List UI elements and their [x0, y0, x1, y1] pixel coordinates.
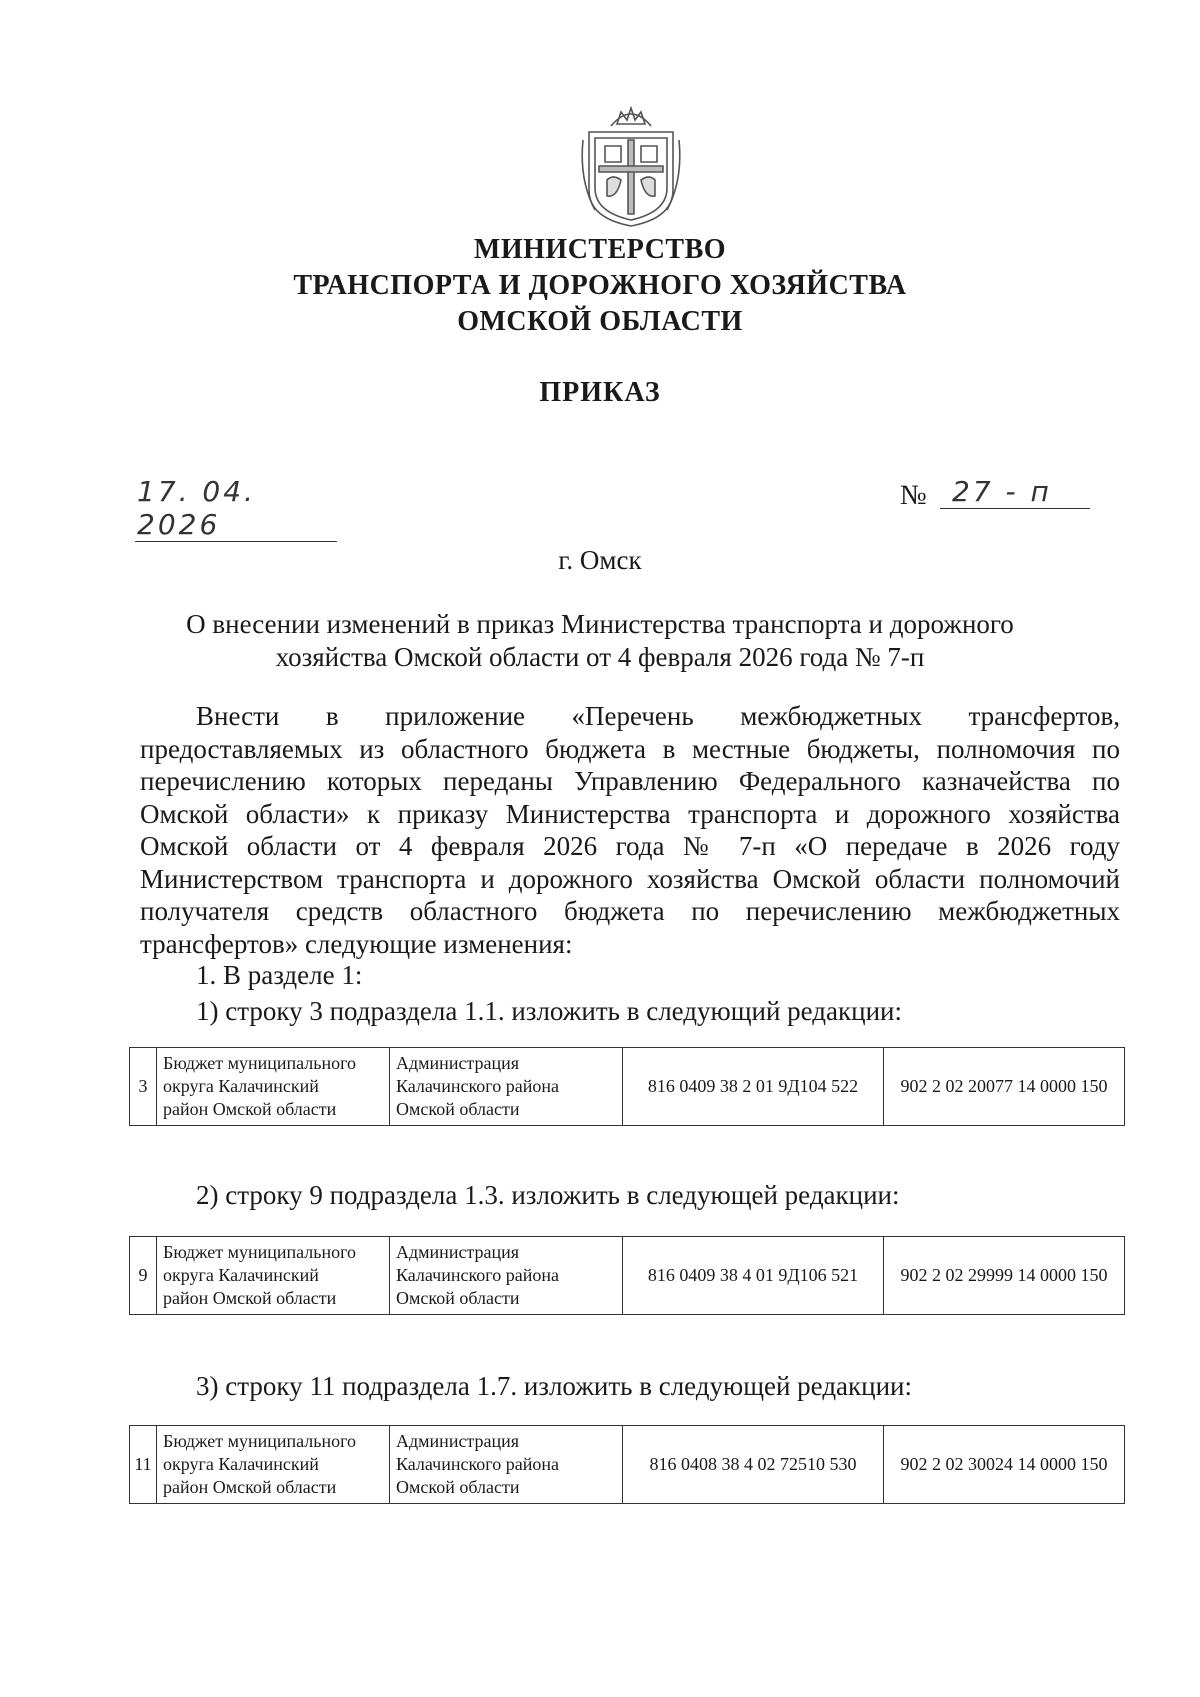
admin-line: Омской области	[396, 1288, 520, 1308]
budget-line: Бюджет муниципального	[163, 1242, 357, 1262]
row-table-1	[129, 1047, 1125, 1126]
budget-line: район Омской области	[163, 1099, 337, 1119]
budget-cell	[157, 1237, 390, 1315]
order-date: 17. 04. 2026	[135, 475, 337, 542]
admin-line: Омской области	[396, 1477, 520, 1497]
table-row	[130, 1426, 1125, 1504]
budget-line: Бюджет муниципального	[163, 1431, 357, 1451]
budget-cell	[157, 1048, 390, 1126]
sub-item-1: 1) строку 3 подраздела 1.1. изложить в следующий редакции:	[196, 996, 902, 1026]
document-type: ПРИКАЗ	[539, 377, 661, 408]
budget-cell	[157, 1426, 390, 1504]
admin-line: Администрация	[396, 1242, 520, 1262]
city: г. Омск	[558, 545, 642, 575]
order-subject: О внесении изменений в приказ Министерства транспорта и дорожного хозяйства Омской области от 4 февраля 2026 года № 7-п	[186, 609, 1014, 672]
section-item: 1. В разделе 1:	[196, 960, 363, 990]
org-line-1: МИНИСТЕРСТВО	[473, 234, 727, 265]
row-number: 3	[130, 1048, 157, 1126]
table-row	[130, 1237, 1125, 1315]
org-line-3: ОМСКОЙ ОБЛАСТИ	[457, 306, 743, 337]
org-line-2: ТРАНСПОРТА И ДОРОЖНОГО ХОЗЯЙСТВА	[293, 270, 907, 301]
table-row	[130, 1048, 1125, 1126]
expense-code: 816 0408 38 4 02 72510 530	[623, 1426, 884, 1504]
admin-line: Омской области	[396, 1099, 520, 1119]
revenue-code: 902 2 02 29999 14 0000 150	[884, 1237, 1125, 1315]
row-number: 11	[130, 1426, 157, 1504]
budget-line: Бюджет муниципального	[163, 1053, 357, 1073]
expense-code: 816 0409 38 4 01 9Д106 521	[623, 1237, 884, 1315]
budget-line: округа Калачинский	[163, 1265, 319, 1285]
admin-cell	[390, 1426, 623, 1504]
expense-code: 816 0409 38 2 01 9Д104 522	[623, 1048, 884, 1126]
admin-line: Администрация	[396, 1431, 520, 1451]
admin-cell	[390, 1237, 623, 1315]
row-table-2	[129, 1236, 1125, 1315]
admin-line: Калачинского района	[396, 1454, 559, 1474]
admin-line: Калачинского района	[396, 1265, 559, 1285]
budget-line: район Омской области	[163, 1288, 337, 1308]
row-number: 9	[130, 1237, 157, 1315]
admin-line: Администрация	[396, 1053, 520, 1073]
budget-line: округа Калачинский	[163, 1076, 319, 1096]
body-paragraph: Внести в приложение «Перечень межбюджетных трансфертов, предоставляемых из областного бюджета в местные бюджеты, полномочия по перечислению которых переданы Управлению Федерального казначейства по Омской области» к приказу Министерства транспорта и дорожного хозяйства Омской области от 4 февраля 2026 года № 7-п «О передаче в 2026 году Министерством транспорта и дорожного хозяйства Омской области полномочий получателя средств областного бюджета по перечислению межбюджетных трансфертов» следующие изменения:	[140, 701, 1120, 959]
order-body	[140, 700, 1120, 960]
number-label: №	[900, 480, 927, 511]
budget-line: округа Калачинский	[163, 1454, 319, 1474]
revenue-code: 902 2 02 20077 14 0000 150	[884, 1048, 1125, 1126]
sub-item-2: 2) строку 9 подраздела 1.3. изложить в следующей редакции:	[196, 1180, 900, 1210]
revenue-code: 902 2 02 30024 14 0000 150	[884, 1426, 1125, 1504]
budget-line: район Омской области	[163, 1477, 337, 1497]
row-table-3	[129, 1425, 1125, 1504]
order-number: 27 - п	[940, 475, 1090, 509]
sub-item-3: 3) строку 11 подраздела 1.7. изложить в следующей редакции:	[196, 1371, 913, 1401]
omsk-coat-of-arms-icon	[581, 100, 681, 228]
admin-cell	[390, 1048, 623, 1126]
admin-line: Калачинского района	[396, 1076, 559, 1096]
